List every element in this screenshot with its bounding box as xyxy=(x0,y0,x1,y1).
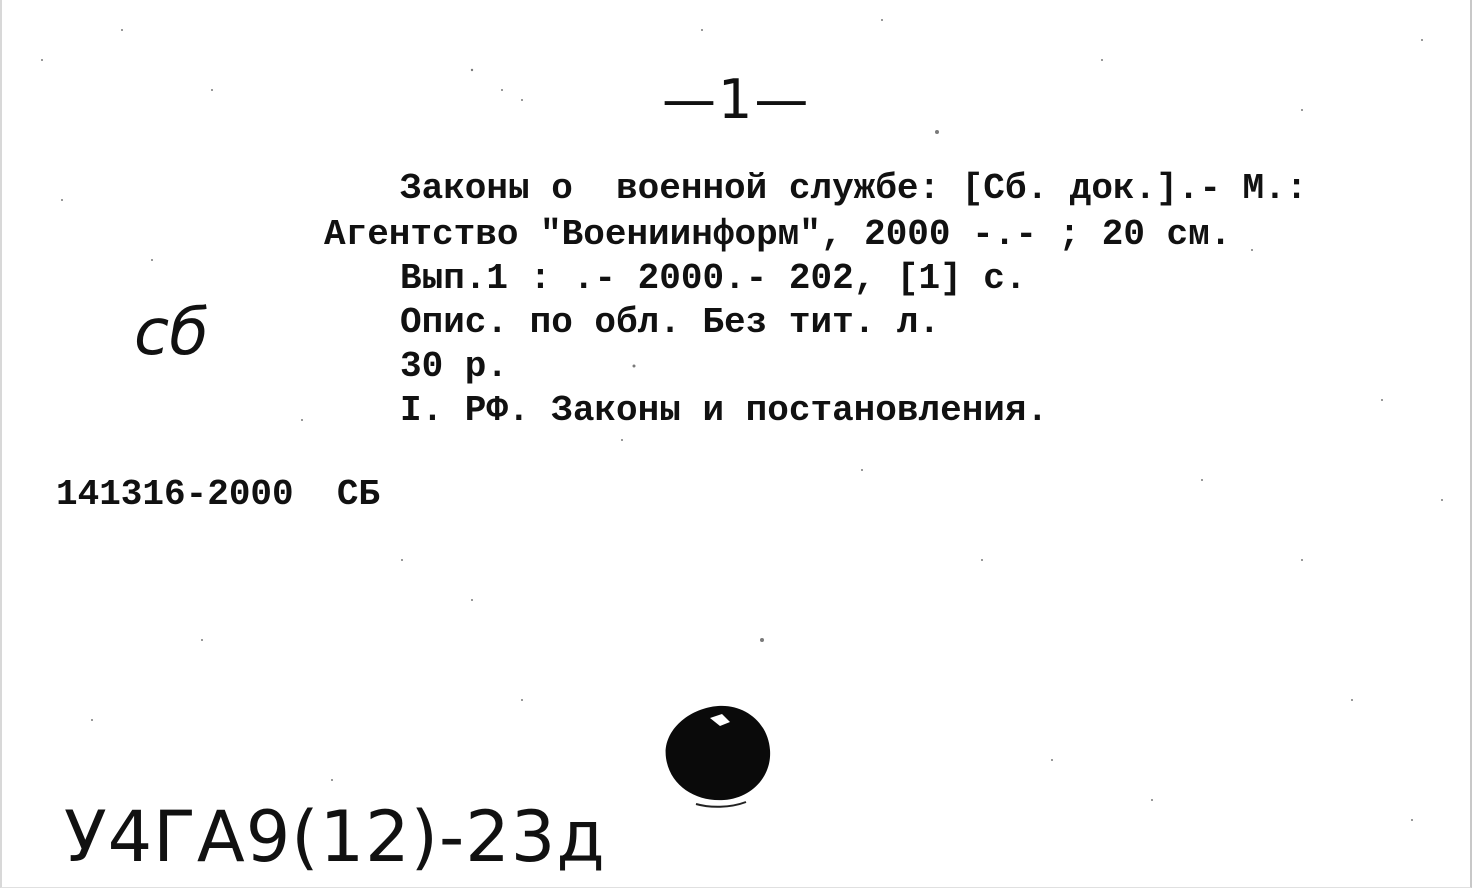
handwritten-sb-mark: сб xyxy=(134,296,209,370)
accession-number: 141316-2000 СБ xyxy=(56,474,381,515)
description-line: Опис. по обл. Без тит. л. xyxy=(400,302,941,343)
shelf-code: У4ГА9(12)-23д xyxy=(64,796,606,878)
page-number: —1— xyxy=(662,68,811,131)
volume-line: Вып.1 : .- 2000.- 202, [1] с. xyxy=(400,258,1027,299)
title-line-1: Законы о военной службе: [Сб. док.].- М.: xyxy=(400,168,1308,209)
price-line: 30 р. xyxy=(400,346,509,387)
ink-blot xyxy=(660,700,780,810)
subject-line: I. РФ. Законы и постановления. xyxy=(400,390,1049,431)
title-line-2: Агентство "Воениинформ", 2000 -.- ; 20 см. xyxy=(324,214,1232,255)
